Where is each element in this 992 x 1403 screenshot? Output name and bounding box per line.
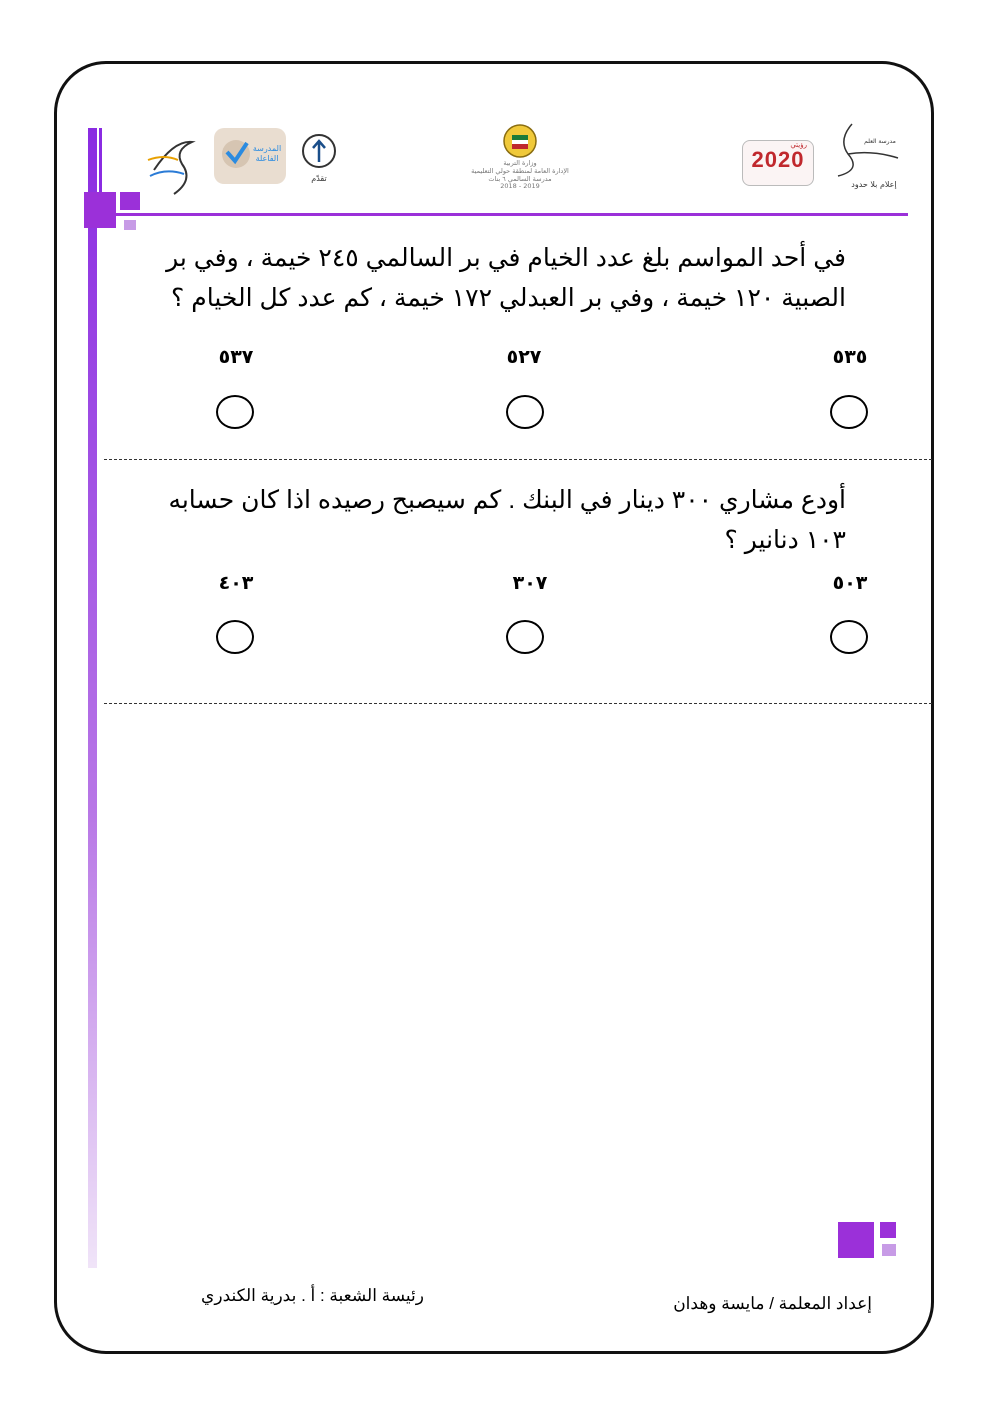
decorative-vertical-bar <box>88 128 97 1268</box>
signature-line-1: مدرسة العلم <box>864 138 896 145</box>
prepared-by: إعداد المعلمة / مايسة وهدان <box>673 1294 872 1313</box>
ministry-line-2: الإدارة العامة لمنطقة حولي التعليمية <box>471 166 569 175</box>
question-1-option-2-label: ٥٢٧ <box>506 346 542 368</box>
question-1-line-1: في أحد المواسم بلغ عدد الخيام في بر السالمي ٢٤٥ خيمة ، وفي بر <box>166 244 846 272</box>
ministry-line-3: مدرسة السالمي ٦ بنات <box>488 174 552 183</box>
vision-year: 2020 <box>751 147 805 173</box>
vision-word: رؤيتي <box>790 141 807 149</box>
swirl-logo-icon <box>144 130 204 200</box>
question-divider <box>104 459 932 460</box>
question-1 <box>166 238 846 318</box>
question-1-option-1-label: ٥٣٥ <box>832 346 868 368</box>
question-2-option-1-radio[interactable] <box>830 620 868 654</box>
ministry-line-4: 2018 - 2019 <box>500 182 540 191</box>
emblem-icon <box>502 122 538 160</box>
signature-line-2: إعلام بلا حدود <box>851 180 897 189</box>
signature-icon <box>828 120 904 180</box>
header-divider-line <box>100 213 908 216</box>
question-1-option-2-radio[interactable] <box>506 395 544 429</box>
decorative-square <box>84 192 116 228</box>
decorative-square <box>882 1244 896 1256</box>
question-2-option-3-radio[interactable] <box>216 620 254 654</box>
question-2-option-2-radio[interactable] <box>506 620 544 654</box>
ministry-line-1: وزارة التربية <box>503 159 537 167</box>
question-2-line-2: ١٠٣ دنانير ؟ <box>724 526 846 554</box>
decorative-square <box>880 1222 896 1238</box>
decorative-square <box>838 1222 874 1258</box>
head-of-department: رئيسة الشعبة : أ . بدرية الكندري <box>201 1286 424 1305</box>
question-2-option-2-label: ٣٠٧ <box>512 572 548 594</box>
question-1-option-3-radio[interactable] <box>216 395 254 429</box>
signature-logo <box>828 120 904 200</box>
ideal-school-line-2: الفاعلة <box>255 153 279 163</box>
question-1-option-1-radio[interactable] <box>830 395 868 429</box>
question-2-line-1: أودع مشاري ٣٠٠ دينار في البنك . كم سيصبح رصيده اذا كان حسابه <box>168 486 846 514</box>
ideal-school-line-1: المدرسة <box>252 144 282 153</box>
vision-2020-logo <box>742 140 814 186</box>
question-2 <box>166 480 846 560</box>
question-2-option-3-label: ٤٠٣ <box>218 572 254 594</box>
header-logos <box>130 120 910 210</box>
taqaddam-text: تقدّم <box>311 174 327 183</box>
arrow-emblem-icon <box>300 132 338 170</box>
question-1-line-2: الصبية ١٢٠ خيمة ، وفي بر العبدلي ١٧٢ خيمة ، كم عدد كل الخيام ؟ <box>171 284 846 312</box>
question-divider <box>104 703 932 704</box>
ideal-school-logo <box>214 128 286 184</box>
question-1-option-3-label: ٥٣٧ <box>218 346 254 368</box>
decorative-square <box>124 220 136 230</box>
question-2-option-1-label: ٥٠٣ <box>832 572 868 594</box>
taqaddam-logo <box>300 132 338 192</box>
ministry-logo <box>460 122 580 212</box>
